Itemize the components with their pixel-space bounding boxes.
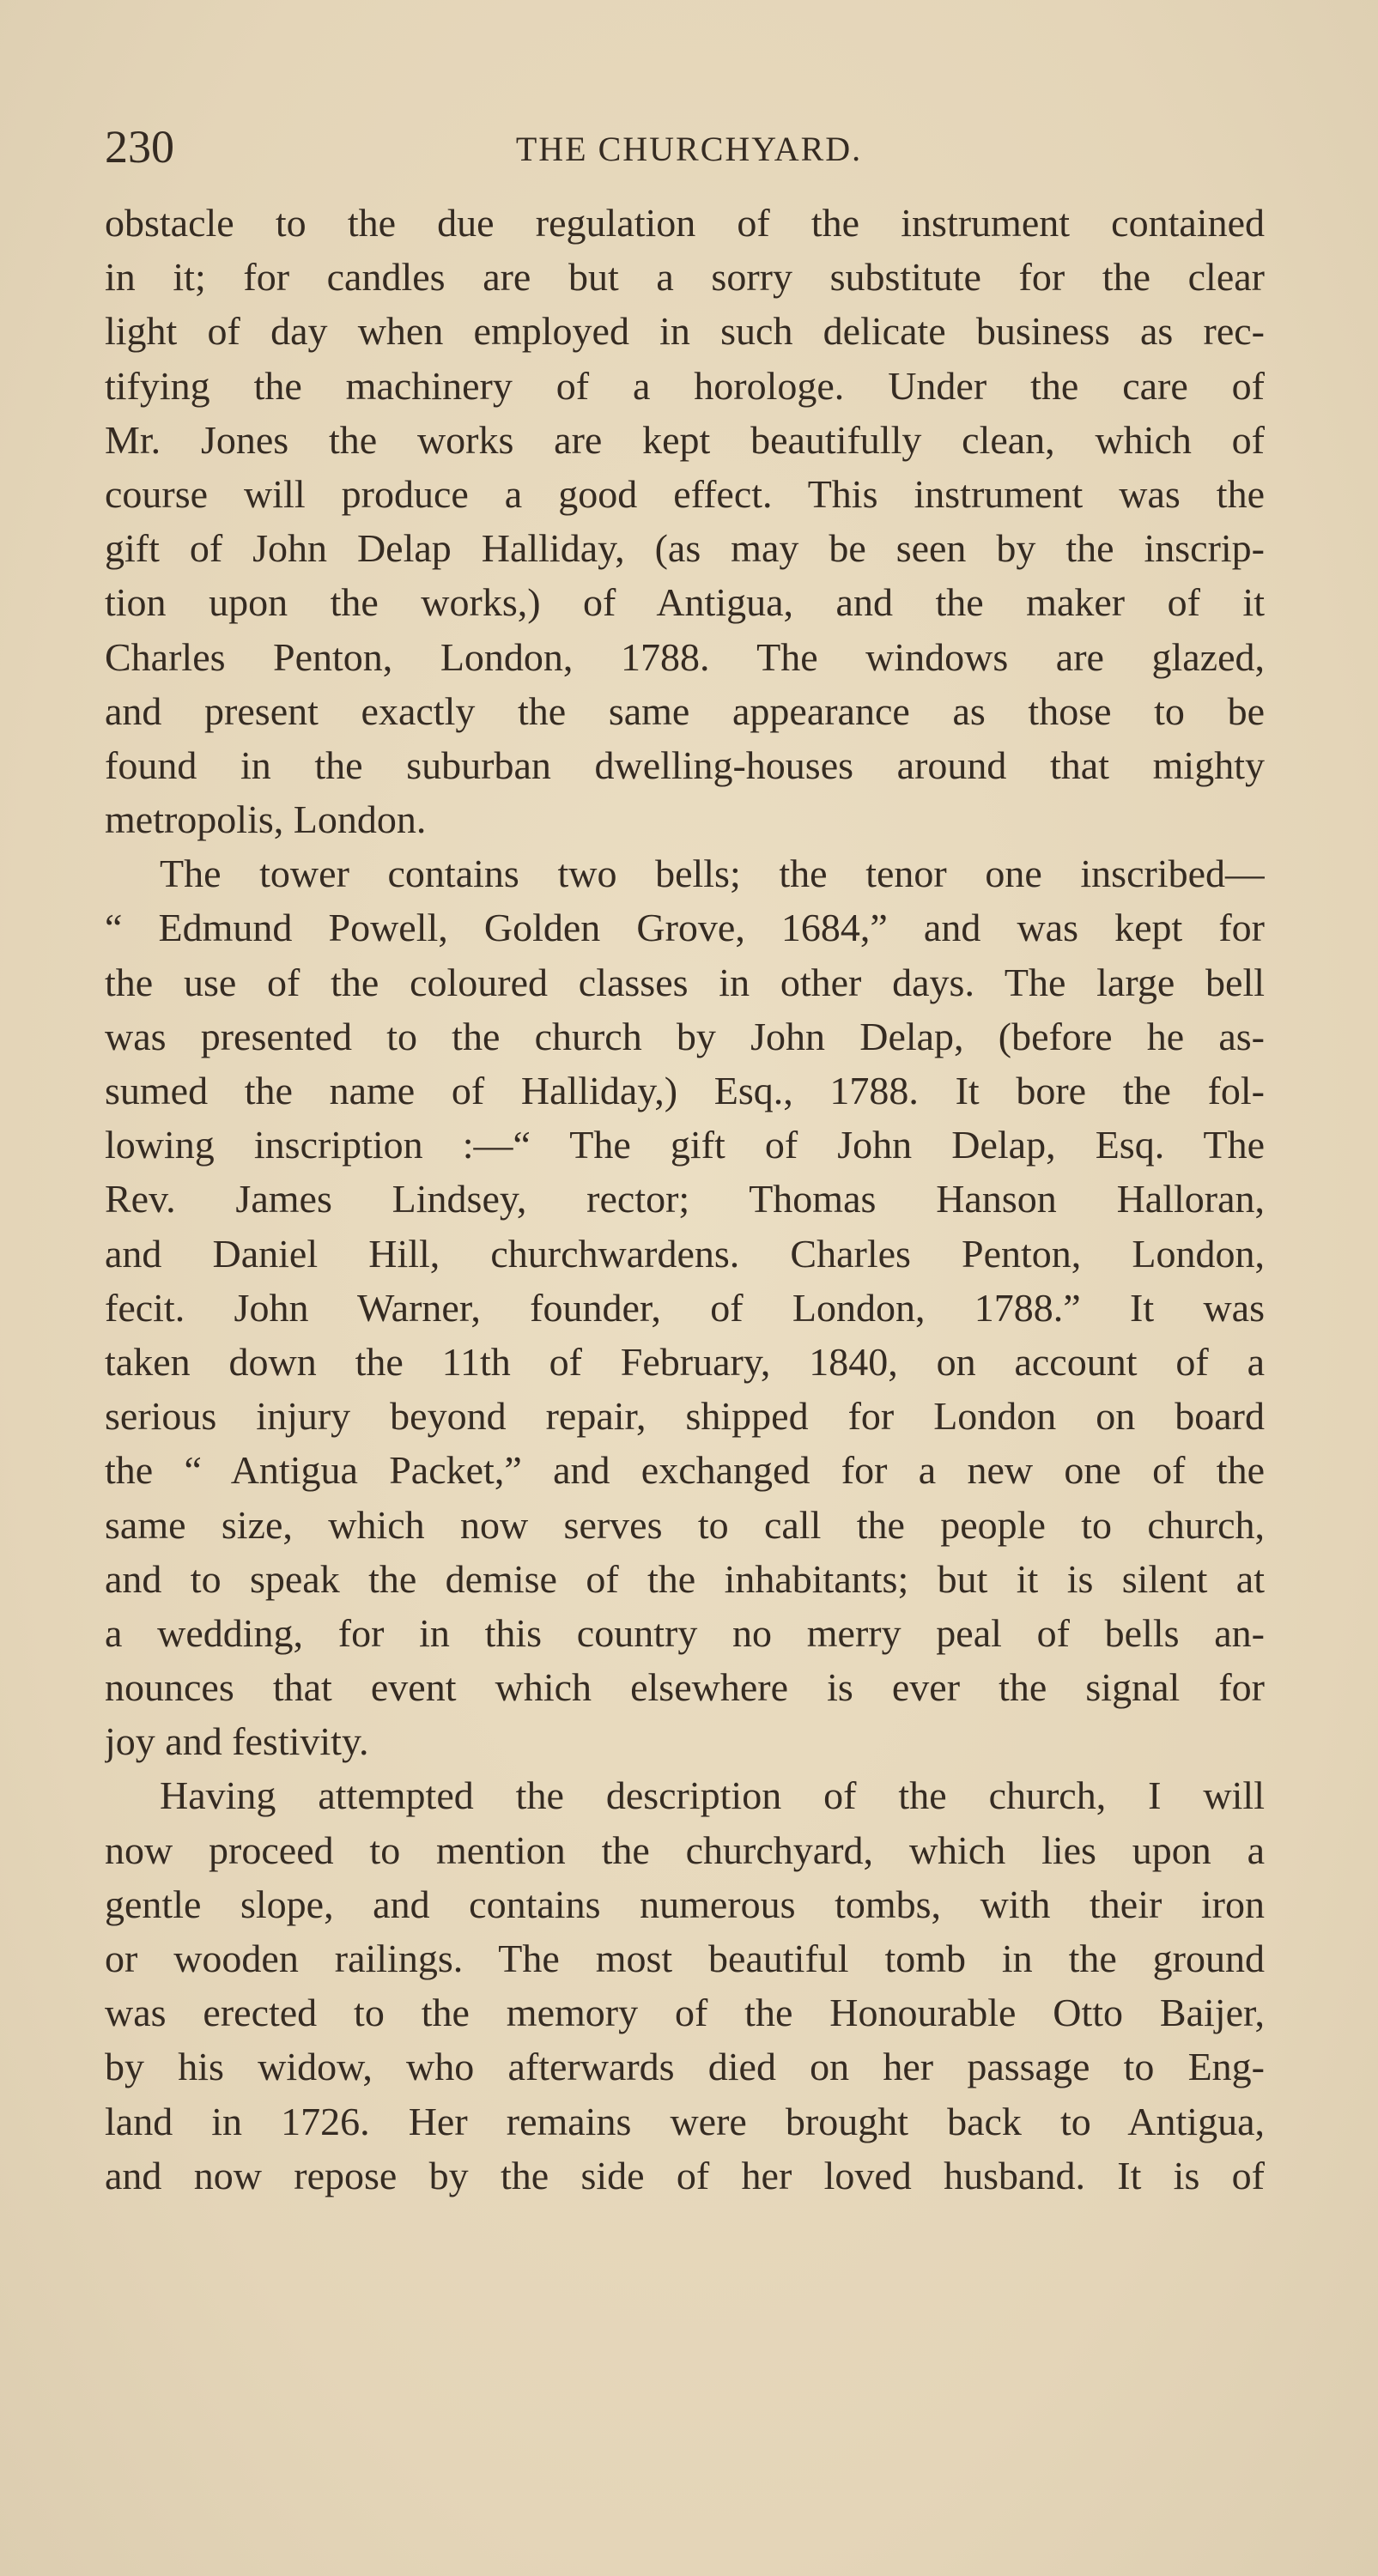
text-line: Having attempted the description of the church, I will <box>160 1773 1265 1818</box>
text-line: was presented to the church by John Delap, (before he as- <box>105 1014 1265 1058</box>
text-line: light of day when employed in such delicate business as rec- <box>105 309 1265 354</box>
text-line: metropolis, London. <box>105 797 427 842</box>
text-line: a wedding, for in this country no merry peal of bells an- <box>105 1610 1265 1655</box>
text-line: nounces that event which elsewhere is ever the signal for <box>105 1665 1265 1710</box>
text-line: Mr. Jones the works are kept beautifully clean, which of <box>105 417 1265 462</box>
text-line: “ Edmund Powell, Golden Grove, 1684,” and was kept for <box>105 906 1265 950</box>
text-line: course will produce a good effect. This instrument was the <box>105 471 1265 516</box>
text-line: obstacle to the due regulation of the instrument contained <box>105 201 1265 245</box>
text-line: tion upon the works,) of Antigua, and the maker of it <box>105 580 1265 625</box>
text-line: serious injury beyond repair, shipped for London on board <box>105 1394 1265 1439</box>
text-line: gentle slope, and contains numerous tombs, with their iron <box>105 1882 1265 1926</box>
text-line: and Daniel Hill, churchwardens. Charles Penton, London, <box>105 1231 1265 1276</box>
page-number: 230 <box>105 121 174 173</box>
body-text <box>105 196 1265 2203</box>
text-line: taken down the 11th of February, 1840, on account of a <box>105 1339 1265 1384</box>
text-line: fecit. John Warner, founder, of London, 1788.” It was <box>105 1285 1265 1330</box>
text-line: and to speak the demise of the inhabitants; but it is silent at <box>105 1556 1265 1601</box>
text-line: Charles Penton, London, 1788. The windows are glazed, <box>105 634 1265 679</box>
text-line: and present exactly the same appearance as those to be <box>105 688 1265 733</box>
text-line: now proceed to mention the churchyard, which lies upon a <box>105 1827 1265 1872</box>
text-line: and now repose by the side of her loved husband. It is of <box>105 2153 1265 2197</box>
text-line: land in 1726. Her remains were brought back to Antigua, <box>105 2099 1265 2143</box>
text-line: the use of the coloured classes in other days. The large bell <box>105 960 1265 1004</box>
running-title: THE CHURCHYARD. <box>515 130 863 168</box>
text-line: Rev. James Lindsey, rector; Thomas Hanson Halloran, <box>105 1177 1265 1221</box>
text-line: The tower contains two bells; the tenor one inscribed— <box>160 852 1265 896</box>
text-line: the “ Antigua Packet,” and exchanged for a new one of the <box>105 1448 1265 1493</box>
text-line: by his widow, who afterwards died on her passage to Eng- <box>105 2045 1265 2089</box>
text-line: same size, which now serves to call the people to church, <box>105 1502 1265 1547</box>
text-line: joy and festivity. <box>105 1719 369 1764</box>
text-line: sumed the name of Halliday,) Esq., 1788. It bore the fol- <box>105 1069 1265 1112</box>
text-line: found in the suburban dwelling-houses around that mighty <box>105 742 1265 787</box>
text-line: in it; for candles are but a sorry substitute for the clear <box>105 255 1265 300</box>
text-line: was erected to the memory of the Honourable Otto Baijer, <box>105 1991 1265 2035</box>
text-line: lowing inscription :—“ The gift of John Delap, Esq. The <box>105 1123 1265 1167</box>
text-line: tifying the machinery of a horologe. Under the care of <box>105 363 1265 408</box>
text-line: gift of John Delap Halliday, (as may be seen by the inscrip- <box>105 526 1265 571</box>
text-line: or wooden railings. The most beautiful tomb in the ground <box>105 1937 1265 1980</box>
